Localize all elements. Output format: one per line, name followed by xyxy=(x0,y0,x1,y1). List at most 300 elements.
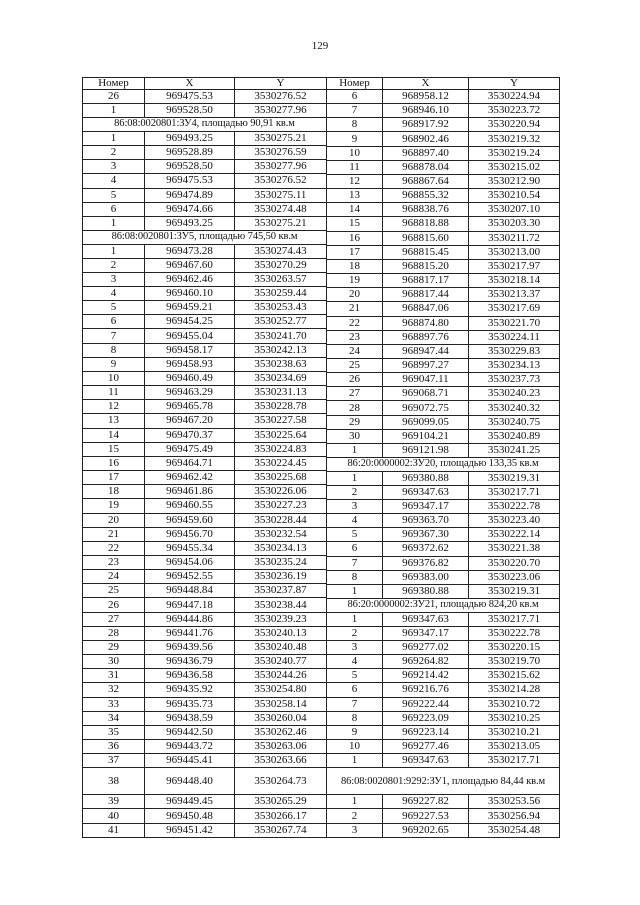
table-row xyxy=(327,823,560,837)
coord-x: 969223.09 xyxy=(383,711,469,725)
table-row xyxy=(327,542,560,556)
table-row xyxy=(83,626,327,640)
coord-y: 3530223.40 xyxy=(469,514,560,528)
coord-y: 3530254.48 xyxy=(469,823,560,837)
coord-x: 969068.71 xyxy=(383,387,469,401)
coordinates-sheet xyxy=(82,77,559,838)
coord-y: 3530242.13 xyxy=(235,343,327,357)
table-row xyxy=(83,740,327,754)
coord-x: 969443.72 xyxy=(145,740,235,754)
table-row xyxy=(83,371,327,385)
point-number: 3 xyxy=(327,499,383,513)
table-row xyxy=(327,471,560,485)
point-number: 39 xyxy=(83,795,145,809)
coord-y: 3530217.97 xyxy=(469,259,560,273)
point-number: 6 xyxy=(83,315,145,329)
point-number: 18 xyxy=(327,259,383,273)
coord-x: 969227.53 xyxy=(383,809,469,823)
coord-y: 3530212.90 xyxy=(469,174,560,188)
table-row xyxy=(83,272,327,286)
point-number: 6 xyxy=(327,542,383,556)
coord-y: 3530219.24 xyxy=(469,146,560,160)
header-y: Y xyxy=(469,78,560,90)
coord-x: 969493.25 xyxy=(145,131,235,145)
coord-x: 969459.21 xyxy=(145,301,235,315)
coord-x: 968946.10 xyxy=(383,104,469,118)
point-number: 22 xyxy=(327,316,383,330)
point-number: 1 xyxy=(327,754,383,768)
coord-x: 969347.63 xyxy=(383,612,469,626)
coord-y: 3530277.96 xyxy=(235,160,327,174)
table-row xyxy=(83,315,327,329)
point-number: 8 xyxy=(327,570,383,584)
table-row xyxy=(83,555,327,569)
page-number: 129 xyxy=(311,40,329,52)
point-number: 19 xyxy=(327,274,383,288)
point-number: 26 xyxy=(327,373,383,387)
coord-y: 3530210.25 xyxy=(469,711,560,725)
point-number: 9 xyxy=(83,357,145,371)
coord-x: 968878.04 xyxy=(383,160,469,174)
point-number: 26 xyxy=(83,598,145,612)
coord-y: 3530253.56 xyxy=(469,795,560,809)
point-number: 2 xyxy=(83,146,145,160)
coord-x: 968817.44 xyxy=(383,288,469,302)
coord-x: 968815.45 xyxy=(383,245,469,259)
coord-x: 969463.29 xyxy=(145,386,235,400)
point-number: 19 xyxy=(83,499,145,513)
point-number: 1 xyxy=(83,244,145,258)
table-row xyxy=(83,90,327,104)
plot-header-row xyxy=(327,768,560,795)
coord-y: 3530259.44 xyxy=(235,287,327,301)
table-row xyxy=(83,329,327,343)
coord-x: 969451.42 xyxy=(145,823,235,837)
coord-y: 3530253.43 xyxy=(235,301,327,315)
coord-x: 969462.42 xyxy=(145,471,235,485)
coord-x: 969473.28 xyxy=(145,244,235,258)
coord-y: 3530263.57 xyxy=(235,272,327,286)
table-row xyxy=(83,823,327,837)
coord-x: 969383.00 xyxy=(383,570,469,584)
coord-y: 3530241.70 xyxy=(235,329,327,343)
table-row xyxy=(83,442,327,456)
coord-x: 969367.30 xyxy=(383,528,469,542)
coord-y: 3530241.25 xyxy=(469,443,560,457)
table-row xyxy=(83,598,327,612)
table-row xyxy=(327,259,560,273)
point-number: 6 xyxy=(327,90,383,104)
point-number: 2 xyxy=(83,258,145,272)
point-number: 40 xyxy=(83,809,145,823)
coord-y: 3530214.28 xyxy=(469,683,560,697)
point-number: 1 xyxy=(327,443,383,457)
table-row xyxy=(327,217,560,231)
coord-x: 969454.25 xyxy=(145,315,235,329)
point-number: 5 xyxy=(327,669,383,683)
table-row xyxy=(83,795,327,809)
point-number: 24 xyxy=(327,344,383,358)
point-number: 21 xyxy=(327,302,383,316)
coord-y: 3530262.46 xyxy=(235,725,327,739)
table-row xyxy=(83,584,327,598)
coord-y: 3530240.23 xyxy=(469,387,560,401)
coord-y: 3530274.48 xyxy=(235,202,327,216)
coord-y: 3530260.04 xyxy=(235,711,327,725)
plot-label: 86:08:0020801:ЗУ5, площадью 745,50 кв.м xyxy=(83,230,327,244)
point-number: 10 xyxy=(327,146,383,160)
table-row xyxy=(83,146,327,160)
table-row xyxy=(83,655,327,669)
point-number: 4 xyxy=(83,174,145,188)
point-number: 30 xyxy=(327,429,383,443)
point-number: 4 xyxy=(327,514,383,528)
point-number: 6 xyxy=(327,683,383,697)
point-number: 1 xyxy=(327,612,383,626)
coord-y: 3530228.44 xyxy=(235,513,327,527)
table-row xyxy=(327,316,560,330)
coord-x: 969455.34 xyxy=(145,541,235,555)
table-row xyxy=(327,499,560,513)
point-number: 32 xyxy=(83,683,145,697)
table-row xyxy=(327,274,560,288)
coord-x: 968867.64 xyxy=(383,174,469,188)
coord-x: 968838.76 xyxy=(383,203,469,217)
coord-y: 3530224.11 xyxy=(469,330,560,344)
coord-x: 969104.21 xyxy=(383,429,469,443)
coord-y: 3530275.21 xyxy=(235,216,327,230)
coord-x: 969467.60 xyxy=(145,258,235,272)
coord-y: 3530240.13 xyxy=(235,626,327,640)
point-number: 31 xyxy=(83,669,145,683)
coord-x: 969493.25 xyxy=(145,216,235,230)
coord-y: 3530240.77 xyxy=(235,655,327,669)
point-number: 14 xyxy=(327,203,383,217)
table-row xyxy=(83,160,327,174)
coord-y: 3530225.64 xyxy=(235,428,327,442)
table-header-row xyxy=(327,78,560,90)
point-number: 36 xyxy=(83,740,145,754)
table-row xyxy=(327,358,560,372)
point-number: 35 xyxy=(83,725,145,739)
table-row xyxy=(83,809,327,823)
table-row xyxy=(83,471,327,485)
coord-y: 3530218.14 xyxy=(469,274,560,288)
table-row xyxy=(83,669,327,683)
coord-y: 3530220.15 xyxy=(469,640,560,654)
point-number: 8 xyxy=(83,343,145,357)
table-row xyxy=(327,90,560,104)
table-row xyxy=(83,640,327,654)
coord-y: 3530222.78 xyxy=(469,626,560,640)
table-row xyxy=(83,499,327,513)
coord-x: 969447.18 xyxy=(145,598,235,612)
coord-y: 3530274.43 xyxy=(235,244,327,258)
table-row xyxy=(83,104,327,118)
table-row xyxy=(327,697,560,711)
table-row xyxy=(327,556,560,570)
point-number: 17 xyxy=(327,245,383,259)
coord-x: 968997.27 xyxy=(383,358,469,372)
coord-x: 969347.17 xyxy=(383,499,469,513)
table-row xyxy=(327,443,560,457)
coord-x: 969464.71 xyxy=(145,456,235,470)
coord-x: 968947.44 xyxy=(383,344,469,358)
table-row xyxy=(327,330,560,344)
coord-y: 3530210.21 xyxy=(469,725,560,739)
coord-x: 969455.04 xyxy=(145,329,235,343)
table-row xyxy=(327,514,560,528)
coord-x: 969528.50 xyxy=(145,160,235,174)
point-number: 7 xyxy=(327,556,383,570)
coord-y: 3530226.06 xyxy=(235,485,327,499)
point-number: 25 xyxy=(327,358,383,372)
coord-y: 3530234.13 xyxy=(235,541,327,555)
point-number: 1 xyxy=(327,795,383,809)
table-row xyxy=(327,754,560,768)
point-number: 28 xyxy=(327,401,383,415)
coord-x: 969227.82 xyxy=(383,795,469,809)
table-row xyxy=(327,795,560,809)
coord-y: 3530219.32 xyxy=(469,132,560,146)
point-number: 2 xyxy=(327,809,383,823)
table-row xyxy=(327,415,560,429)
coord-x: 969121.98 xyxy=(383,443,469,457)
coord-y: 3530221.70 xyxy=(469,316,560,330)
table-row xyxy=(83,541,327,555)
table-row xyxy=(83,188,327,202)
coord-x: 968817.17 xyxy=(383,274,469,288)
coord-x: 969454.06 xyxy=(145,555,235,569)
point-number: 20 xyxy=(327,288,383,302)
coord-y: 3530252.77 xyxy=(235,315,327,329)
coord-x: 969438.59 xyxy=(145,711,235,725)
coord-x: 969216.76 xyxy=(383,683,469,697)
coord-y: 3530227.58 xyxy=(235,414,327,428)
table-row xyxy=(327,373,560,387)
table-row xyxy=(83,485,327,499)
table-row xyxy=(83,174,327,188)
coord-x: 969435.73 xyxy=(145,697,235,711)
coord-y: 3530217.69 xyxy=(469,302,560,316)
plot-header-row xyxy=(83,230,327,244)
table-row xyxy=(327,528,560,542)
coord-y: 3530223.06 xyxy=(469,570,560,584)
header-x: X xyxy=(145,78,235,90)
coord-x: 969449.45 xyxy=(145,795,235,809)
point-number: 5 xyxy=(83,188,145,202)
coord-x: 969435.92 xyxy=(145,683,235,697)
coord-y: 3530263.66 xyxy=(235,754,327,768)
point-number: 17 xyxy=(83,471,145,485)
coord-x: 969363.70 xyxy=(383,514,469,528)
table-row xyxy=(327,655,560,669)
table-row xyxy=(327,302,560,316)
point-number: 1 xyxy=(327,471,383,485)
coord-x: 969347.63 xyxy=(383,754,469,768)
coord-y: 3530224.83 xyxy=(235,442,327,456)
coord-x: 969380.88 xyxy=(383,471,469,485)
coord-y: 3530240.48 xyxy=(235,640,327,654)
point-number: 5 xyxy=(83,301,145,315)
coord-y: 3530229.83 xyxy=(469,344,560,358)
coord-x: 969441.76 xyxy=(145,626,235,640)
point-number: 14 xyxy=(83,428,145,442)
coord-y: 3530215.62 xyxy=(469,669,560,683)
coord-y: 3530231.13 xyxy=(235,386,327,400)
point-number: 10 xyxy=(83,371,145,385)
coord-x: 969460.49 xyxy=(145,371,235,385)
header-number: Номер xyxy=(327,78,383,90)
coord-y: 3530275.21 xyxy=(235,131,327,145)
coord-y: 3530276.52 xyxy=(235,90,327,104)
table-row xyxy=(327,146,560,160)
table-row xyxy=(83,131,327,145)
point-number: 3 xyxy=(327,823,383,837)
table-row xyxy=(327,584,560,598)
table-row xyxy=(83,202,327,216)
coord-x: 969450.48 xyxy=(145,809,235,823)
coord-y: 3530276.59 xyxy=(235,146,327,160)
coordinates-table-left-body xyxy=(83,90,327,838)
coord-x: 969436.79 xyxy=(145,655,235,669)
table-row xyxy=(327,725,560,739)
header-number: Номер xyxy=(83,78,145,90)
coord-x: 969277.46 xyxy=(383,740,469,754)
coord-x: 969467.20 xyxy=(145,414,235,428)
coord-x: 969214.42 xyxy=(383,669,469,683)
coord-y: 3530270.29 xyxy=(235,258,327,272)
coord-y: 3530213.37 xyxy=(469,288,560,302)
table-row xyxy=(327,245,560,259)
coord-y: 3530277.96 xyxy=(235,104,327,118)
coord-x: 969458.93 xyxy=(145,357,235,371)
header-x: X xyxy=(383,78,469,90)
coord-x: 969458.17 xyxy=(145,343,235,357)
coord-x: 969462.46 xyxy=(145,272,235,286)
coord-y: 3530222.14 xyxy=(469,528,560,542)
plot-label: 86:08:0020801:ЗУ4, площадью 90,91 кв.м xyxy=(83,118,327,132)
coord-x: 969439.56 xyxy=(145,640,235,654)
table-row xyxy=(83,258,327,272)
coord-y: 3530224.94 xyxy=(469,90,560,104)
table-row xyxy=(327,104,560,118)
table-row xyxy=(83,428,327,442)
point-number: 18 xyxy=(83,485,145,499)
coord-y: 3530235.24 xyxy=(235,555,327,569)
point-number: 20 xyxy=(83,513,145,527)
coord-x: 969264.82 xyxy=(383,655,469,669)
table-row xyxy=(83,414,327,428)
coord-y: 3530240.32 xyxy=(469,401,560,415)
coord-x: 969099.05 xyxy=(383,415,469,429)
point-number: 13 xyxy=(327,189,383,203)
coord-x: 969460.10 xyxy=(145,287,235,301)
point-number: 37 xyxy=(83,754,145,768)
table-row xyxy=(83,386,327,400)
coord-y: 3530258.14 xyxy=(235,697,327,711)
point-number: 3 xyxy=(83,160,145,174)
coord-y: 3530238.63 xyxy=(235,357,327,371)
coordinates-table-left xyxy=(82,77,327,838)
table-row xyxy=(327,387,560,401)
coord-y: 3530238.44 xyxy=(235,598,327,612)
coord-x: 968815.20 xyxy=(383,259,469,273)
table-row xyxy=(327,429,560,443)
point-number: 30 xyxy=(83,655,145,669)
point-number: 4 xyxy=(327,655,383,669)
coord-x: 969223.14 xyxy=(383,725,469,739)
coord-x: 968847.06 xyxy=(383,302,469,316)
table-row xyxy=(83,400,327,414)
coord-y: 3530220.94 xyxy=(469,118,560,132)
coord-y: 3530240.75 xyxy=(469,415,560,429)
coord-x: 969474.66 xyxy=(145,202,235,216)
point-number: 10 xyxy=(327,740,383,754)
point-number: 12 xyxy=(83,400,145,414)
point-number: 1 xyxy=(83,131,145,145)
point-number: 2 xyxy=(327,626,383,640)
point-number: 26 xyxy=(83,90,145,104)
table-row xyxy=(327,189,560,203)
coord-y: 3530266.17 xyxy=(235,809,327,823)
coord-x: 969072.75 xyxy=(383,401,469,415)
table-row xyxy=(327,640,560,654)
coord-y: 3530213.00 xyxy=(469,245,560,259)
coord-y: 3530217.71 xyxy=(469,612,560,626)
coord-y: 3530265.29 xyxy=(235,795,327,809)
coord-y: 3530217.71 xyxy=(469,485,560,499)
coord-x: 969047.11 xyxy=(383,373,469,387)
table-row xyxy=(83,456,327,470)
coord-x: 969475.53 xyxy=(145,174,235,188)
coord-x: 969442.50 xyxy=(145,725,235,739)
table-row xyxy=(83,683,327,697)
point-number: 12 xyxy=(327,174,383,188)
point-number: 5 xyxy=(327,528,383,542)
coord-x: 969277.02 xyxy=(383,640,469,654)
coord-y: 3530228.78 xyxy=(235,400,327,414)
point-number: 7 xyxy=(327,104,383,118)
coord-x: 969475.53 xyxy=(145,90,235,104)
coord-x: 969202.65 xyxy=(383,823,469,837)
coord-x: 969380.88 xyxy=(383,584,469,598)
coord-y: 3530254.80 xyxy=(235,683,327,697)
coord-y: 3530276.52 xyxy=(235,174,327,188)
coord-y: 3530256.94 xyxy=(469,809,560,823)
coord-x: 968874.80 xyxy=(383,316,469,330)
table-row xyxy=(83,343,327,357)
coord-y: 3530223.72 xyxy=(469,104,560,118)
point-number: 25 xyxy=(83,584,145,598)
table-row xyxy=(83,754,327,768)
table-row xyxy=(83,287,327,301)
point-number: 7 xyxy=(327,697,383,711)
point-number: 23 xyxy=(327,330,383,344)
coord-y: 3530225.68 xyxy=(235,471,327,485)
coord-y: 3530263.06 xyxy=(235,740,327,754)
point-number: 1 xyxy=(83,104,145,118)
point-number: 4 xyxy=(83,287,145,301)
coord-y: 3530217.71 xyxy=(469,754,560,768)
coord-x: 969376.82 xyxy=(383,556,469,570)
table-row xyxy=(327,570,560,584)
coord-x: 969528.89 xyxy=(145,146,235,160)
table-row xyxy=(327,669,560,683)
table-row xyxy=(327,231,560,245)
point-number: 15 xyxy=(83,442,145,456)
coord-x: 968855.32 xyxy=(383,189,469,203)
